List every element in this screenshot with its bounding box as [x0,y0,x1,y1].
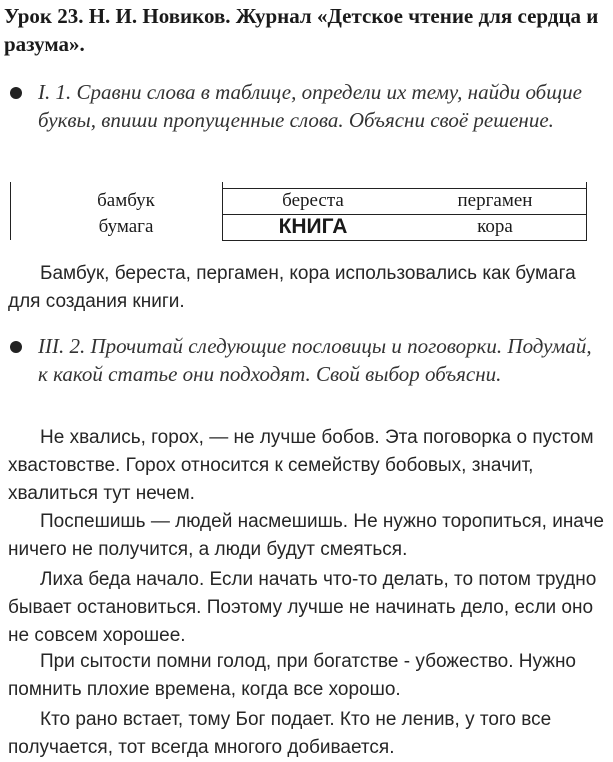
table-cell-book: КНИГА [278,215,348,238]
table-rule [586,182,587,240]
table-cell-birchbark: береста [282,190,344,211]
table-cell-bamboo: бамбук [97,190,155,211]
summary-paragraph [8,260,604,316]
answer-text: Не хвались, горох, — не лучше бобов. Эта поговорка о пустом хвастовстве. Горох относится к семейству бобовых, значит, хвалиться тут нечем. [8,427,594,504]
task-2 [14,332,604,388]
answer-text: Лиха беда начало. Если начать что-то делать, то потом трудно бывает остановиться. Поэтому лучше не начинать дело, если оно не совсем хорошее. [8,569,597,646]
task-2-instruction: Прочитай следующие пословицы и поговорки. Подумай, к какой статье они подходят. Свой выбор объясни. [38,334,592,386]
answer-text: Поспешишь — людей насмешишь. Не нужно торопиться, иначе ничего не получится, а люди будут смеяться. [8,511,604,560]
task-2-text [14,332,604,388]
answer-text: При сытости помни голод, при богатстве - убожество. Нужно помнить плохие времена, когда все хорошо. [8,651,576,700]
answer-text: Кто рано встает, тому Бог подает. Кто не ленив, у того все получается, тот всегда многого добивается. [8,709,552,758]
table-rule [222,240,587,241]
task-2-label: III. 2. [38,334,86,358]
answer-paragraph [8,566,604,650]
task-1-label: I. 1. [38,80,72,104]
table-cell-paper: бумага [98,216,154,237]
words-table [10,180,590,244]
table-cell-bark: кора [477,216,513,237]
answer-paragraph [8,648,604,704]
table-rule [10,182,11,240]
summary-text: Бамбук, береста, пергамен, кора использовались как бумага для создания книги. [8,263,576,312]
table-cell-parchment: пергамен [457,190,533,211]
bullet-icon [10,341,22,353]
answer-paragraph [8,424,604,508]
task-1-instruction: Сравни слова в таблице, определи их тему, найди общие буквы, впиши пропущенные слова. Объясни своё решение. [38,80,582,132]
lesson-title: Урок 23. Н. И. Новиков. Журнал «Детское чтение для сердца и разума». [4,4,599,56]
answer-paragraph [8,508,604,564]
answer-paragraph [8,706,604,762]
bullet-icon [10,87,22,99]
task-1-text [14,78,604,134]
task-1 [14,78,604,134]
